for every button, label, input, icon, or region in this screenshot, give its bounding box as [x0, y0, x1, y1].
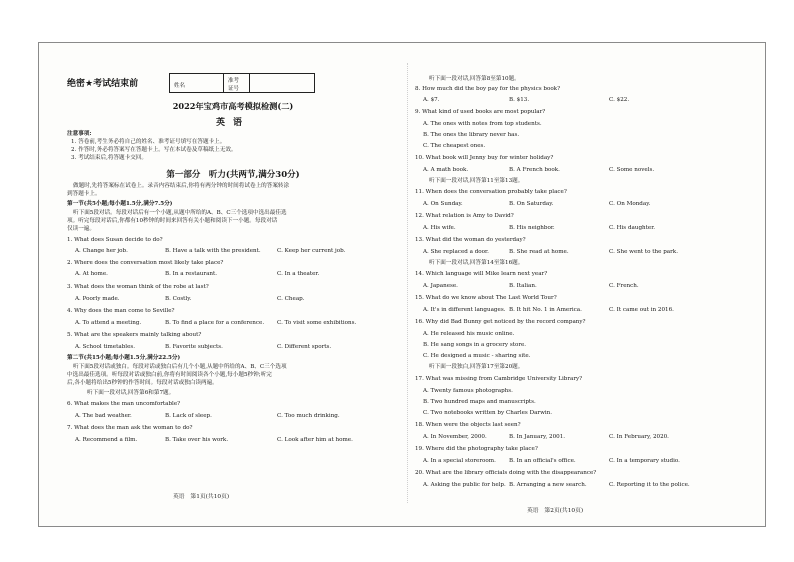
option-14c[interactable]: C. French. [609, 283, 639, 289]
option-11c[interactable]: C. On Monday. [609, 201, 651, 207]
page-1 [67, 43, 399, 528]
section-two-title: 第二节(共15小题;每小题1.5分,满分22.5分) [67, 355, 181, 361]
section-one-intro-3: 仅读一遍。 [67, 226, 95, 232]
option-3a[interactable]: A. Poorly made. [75, 296, 120, 302]
note-1: 1. 答卷前,考生务必将自己的姓名、准考证号填写在答题卡上。 [71, 139, 226, 145]
option-17a[interactable]: A. Twenty famous photographs. [423, 388, 513, 394]
option-4b[interactable]: B. To find a place for a conference. [165, 320, 265, 326]
question-10: 10. What book will Jenny buy for winter holiday? [415, 155, 554, 161]
option-18c[interactable]: C. In February, 2020. [609, 434, 669, 440]
question-12: 12. What relation is Amy to David? [415, 213, 514, 219]
option-2a[interactable]: A. At home. [75, 271, 108, 277]
page-2 [415, 43, 755, 528]
part-one-title: 第一部分 听力(共两节,满分30分) [166, 170, 300, 180]
option-7b[interactable]: B. Take over his work. [165, 437, 229, 443]
question-13: 13. What did the woman do yesterday? [415, 237, 526, 243]
option-7c[interactable]: C. Look after him at home. [277, 437, 353, 443]
option-19a[interactable]: A. In a special storeroom. [423, 458, 496, 464]
student-id-box [169, 73, 315, 93]
option-7a[interactable]: A. Recommend a film. [75, 437, 138, 443]
page-1-footer: 英语 第1页(共10页) [173, 494, 230, 500]
option-20c[interactable]: C. Reporting it to the police. [609, 482, 690, 488]
option-12a[interactable]: A. His wife. [423, 225, 456, 231]
exam-sheet [38, 42, 766, 527]
option-20a[interactable]: A. Asking the public for help. [423, 482, 506, 488]
option-6a[interactable]: A. The bad weather. [75, 413, 132, 419]
option-12c[interactable]: C. His daughter. [609, 225, 656, 231]
question-4: 4. Why does the man come to Seville? [67, 308, 175, 314]
name-cell[interactable] [170, 74, 224, 92]
option-11a[interactable]: A. On Sunday. [423, 201, 463, 207]
option-1b[interactable]: B. Have a talk with the president. [165, 248, 261, 254]
page-divider [407, 63, 408, 503]
section-two-intro-1: 听下面5段对话或独白。每段对话或独白后有几个小题,从题中所给的A、B、C三个选项 [73, 364, 287, 370]
option-13c[interactable]: C. She went to the park. [609, 249, 678, 255]
option-8c[interactable]: C. $22. [609, 97, 630, 103]
option-9b[interactable]: B. The ones the library never has. [423, 132, 520, 138]
option-17b[interactable]: B. Two hundred maps and manuscripts. [423, 399, 536, 405]
ticket-label-cell [224, 74, 250, 92]
question-9: 9. What kind of used books are most popular? [415, 109, 546, 115]
option-9c[interactable]: C. The cheapest ones. [423, 143, 486, 149]
name-label: 姓名 [174, 83, 186, 89]
dialog-note-11-13: 听下面一段对话,回答第11至第13题。 [429, 178, 524, 184]
dialog-note-8-10: 听下面一段对话,回答第8至第10题。 [429, 76, 520, 82]
option-16c[interactable]: C. He designed a music - sharing site. [423, 353, 531, 359]
page-2-footer: 英语 第2页(共10页) [527, 508, 584, 514]
monologue-note-17-20: 听下面一段独白,回答第17至第20题。 [429, 364, 524, 370]
exam-title: 2022年宝鸡市高考模拟检测(二) [172, 101, 294, 111]
section-two-intro-2: 中选出最佳选项。听每段对话或独白前,你将有时间阅读各个小题,每小题5秒钟;听完 [67, 372, 272, 378]
dialog-note-6-7: 听下面一段对话,回答第6和第7题。 [87, 390, 175, 396]
option-10a[interactable]: A. A math book. [423, 167, 469, 173]
option-12b[interactable]: B. His neighbor. [509, 225, 555, 231]
question-18: 18. When were the objects last seen? [415, 422, 521, 428]
option-8a[interactable]: A. $7. [423, 97, 440, 103]
option-14b[interactable]: B. Italian. [509, 283, 537, 289]
question-6: 6. What makes the man uncomfortable? [67, 401, 181, 407]
option-1c[interactable]: C. Keep her current job. [277, 248, 346, 254]
ticket-label-1: 准考 [228, 78, 240, 84]
option-15b[interactable]: B. It hit No. 1 in America. [509, 307, 582, 313]
option-5c[interactable]: C. Different sports. [277, 344, 332, 350]
note-2: 2. 作答时,务必将答案写在答题卡上。写在本试卷及草稿纸上无效。 [71, 147, 237, 153]
question-11: 11. When does the conversation probably take place? [415, 189, 567, 195]
option-18b[interactable]: B. In January, 2001. [509, 434, 566, 440]
question-19: 19. Where did the photography take place? [415, 446, 538, 452]
option-1a[interactable]: A. Change her job. [75, 248, 128, 254]
section-one-intro-1: 听下面5段对话。每段对话后有一个小题,从题中所给的A、B、C三个选项中选出最佳选 [73, 210, 287, 216]
option-5b[interactable]: B. Favorite subjects. [165, 344, 223, 350]
ticket-number-cell[interactable] [250, 74, 316, 92]
option-13a[interactable]: A. She replaced a door. [423, 249, 489, 255]
option-15a[interactable]: A. It's in different languages. [423, 307, 506, 313]
option-13b[interactable]: B. She read at home. [509, 249, 569, 255]
option-14a[interactable]: A. Japanese. [423, 283, 458, 289]
part-intro-line-1: 做题时,先将答案标在试卷上。录音内容结束后,你将有两分钟的时间将试卷上的答案转涂 [73, 183, 290, 189]
part-intro-line-2: 到答题卡上。 [67, 191, 101, 197]
option-4c[interactable]: C. To visit some exhibitions. [277, 320, 357, 326]
option-2b[interactable]: B. In a restaurant. [165, 271, 218, 277]
option-4a[interactable]: A. To attend a meeting. [75, 320, 142, 326]
question-5: 5. What are the speakers mainly talking about? [67, 332, 202, 338]
notes-heading: 注意事项: [67, 131, 92, 137]
option-3c[interactable]: C. Cheap. [277, 296, 305, 302]
option-19b[interactable]: B. In an official's office. [509, 458, 576, 464]
option-10b[interactable]: B. A French book. [509, 167, 560, 173]
option-6c[interactable]: C. Too much drinking. [277, 413, 340, 419]
option-3b[interactable]: B. Costly. [165, 296, 192, 302]
question-7: 7. What does the man ask the woman to do? [67, 425, 193, 431]
dialog-note-14-16: 听下面一段对话,回答第14至第16题。 [429, 260, 524, 266]
option-16a[interactable]: A. He released his music online. [423, 331, 515, 337]
option-19c[interactable]: C. In a temporary studio. [609, 458, 680, 464]
question-16: 16. Why did Bad Bunny get noticed by the record company? [415, 319, 586, 325]
question-2: 2. Where does the conversation most likely take place? [67, 260, 224, 266]
option-6b[interactable]: B. Lack of sleep. [165, 413, 212, 419]
option-5a[interactable]: A. School timetables. [75, 344, 136, 350]
option-10c[interactable]: C. Some novels. [609, 167, 655, 173]
section-one-title: 第一节(共5小题;每小题1.5分,满分7.5分) [67, 201, 173, 207]
option-18a[interactable]: A. In November, 2000. [423, 434, 487, 440]
question-20: 20. What are the library officials doing with the disappearance? [415, 470, 597, 476]
subject-title: 英语 [215, 118, 250, 128]
option-15c[interactable]: C. It came out in 2016. [609, 307, 674, 313]
confidential-label: 绝密★考试结束前 [67, 79, 139, 89]
option-20b[interactable]: B. Arranging a new search. [509, 482, 587, 488]
question-1: 1. What does Susan decide to do? [67, 237, 163, 243]
note-3: 3. 考试结束后,将答题卡交回。 [71, 155, 148, 161]
question-17: 17. What was missing from Cambridge University Library? [415, 376, 583, 382]
question-8: 8. How much did the boy pay for the physics book? [415, 86, 561, 92]
question-15: 15. What do we know about The Last World Tour? [415, 295, 557, 301]
section-two-intro-3: 后,各小题将给出5秒钟的作答时间。每段对话或独白读两遍。 [67, 380, 218, 386]
option-16b[interactable]: B. He sang songs in a grocery store. [423, 342, 527, 348]
option-17c[interactable]: C. Two notebooks written by Charles Darwin. [423, 410, 553, 416]
question-14: 14. Which language will Mike learn next year? [415, 271, 548, 277]
ticket-label-2: 证号 [228, 86, 240, 92]
option-11b[interactable]: B. On Saturday. [509, 201, 554, 207]
option-9a[interactable]: A. The ones with notes from top students. [423, 121, 542, 127]
question-3: 3. What does the woman think of the robe at last? [67, 284, 209, 290]
option-8b[interactable]: B. $13. [509, 97, 530, 103]
option-2c[interactable]: C. In a theater. [277, 271, 320, 277]
section-one-intro-2: 项。听完每段对话后,你都有10秒钟的时间来回答有关小题和阅读下一小题。每段对话 [67, 218, 278, 224]
